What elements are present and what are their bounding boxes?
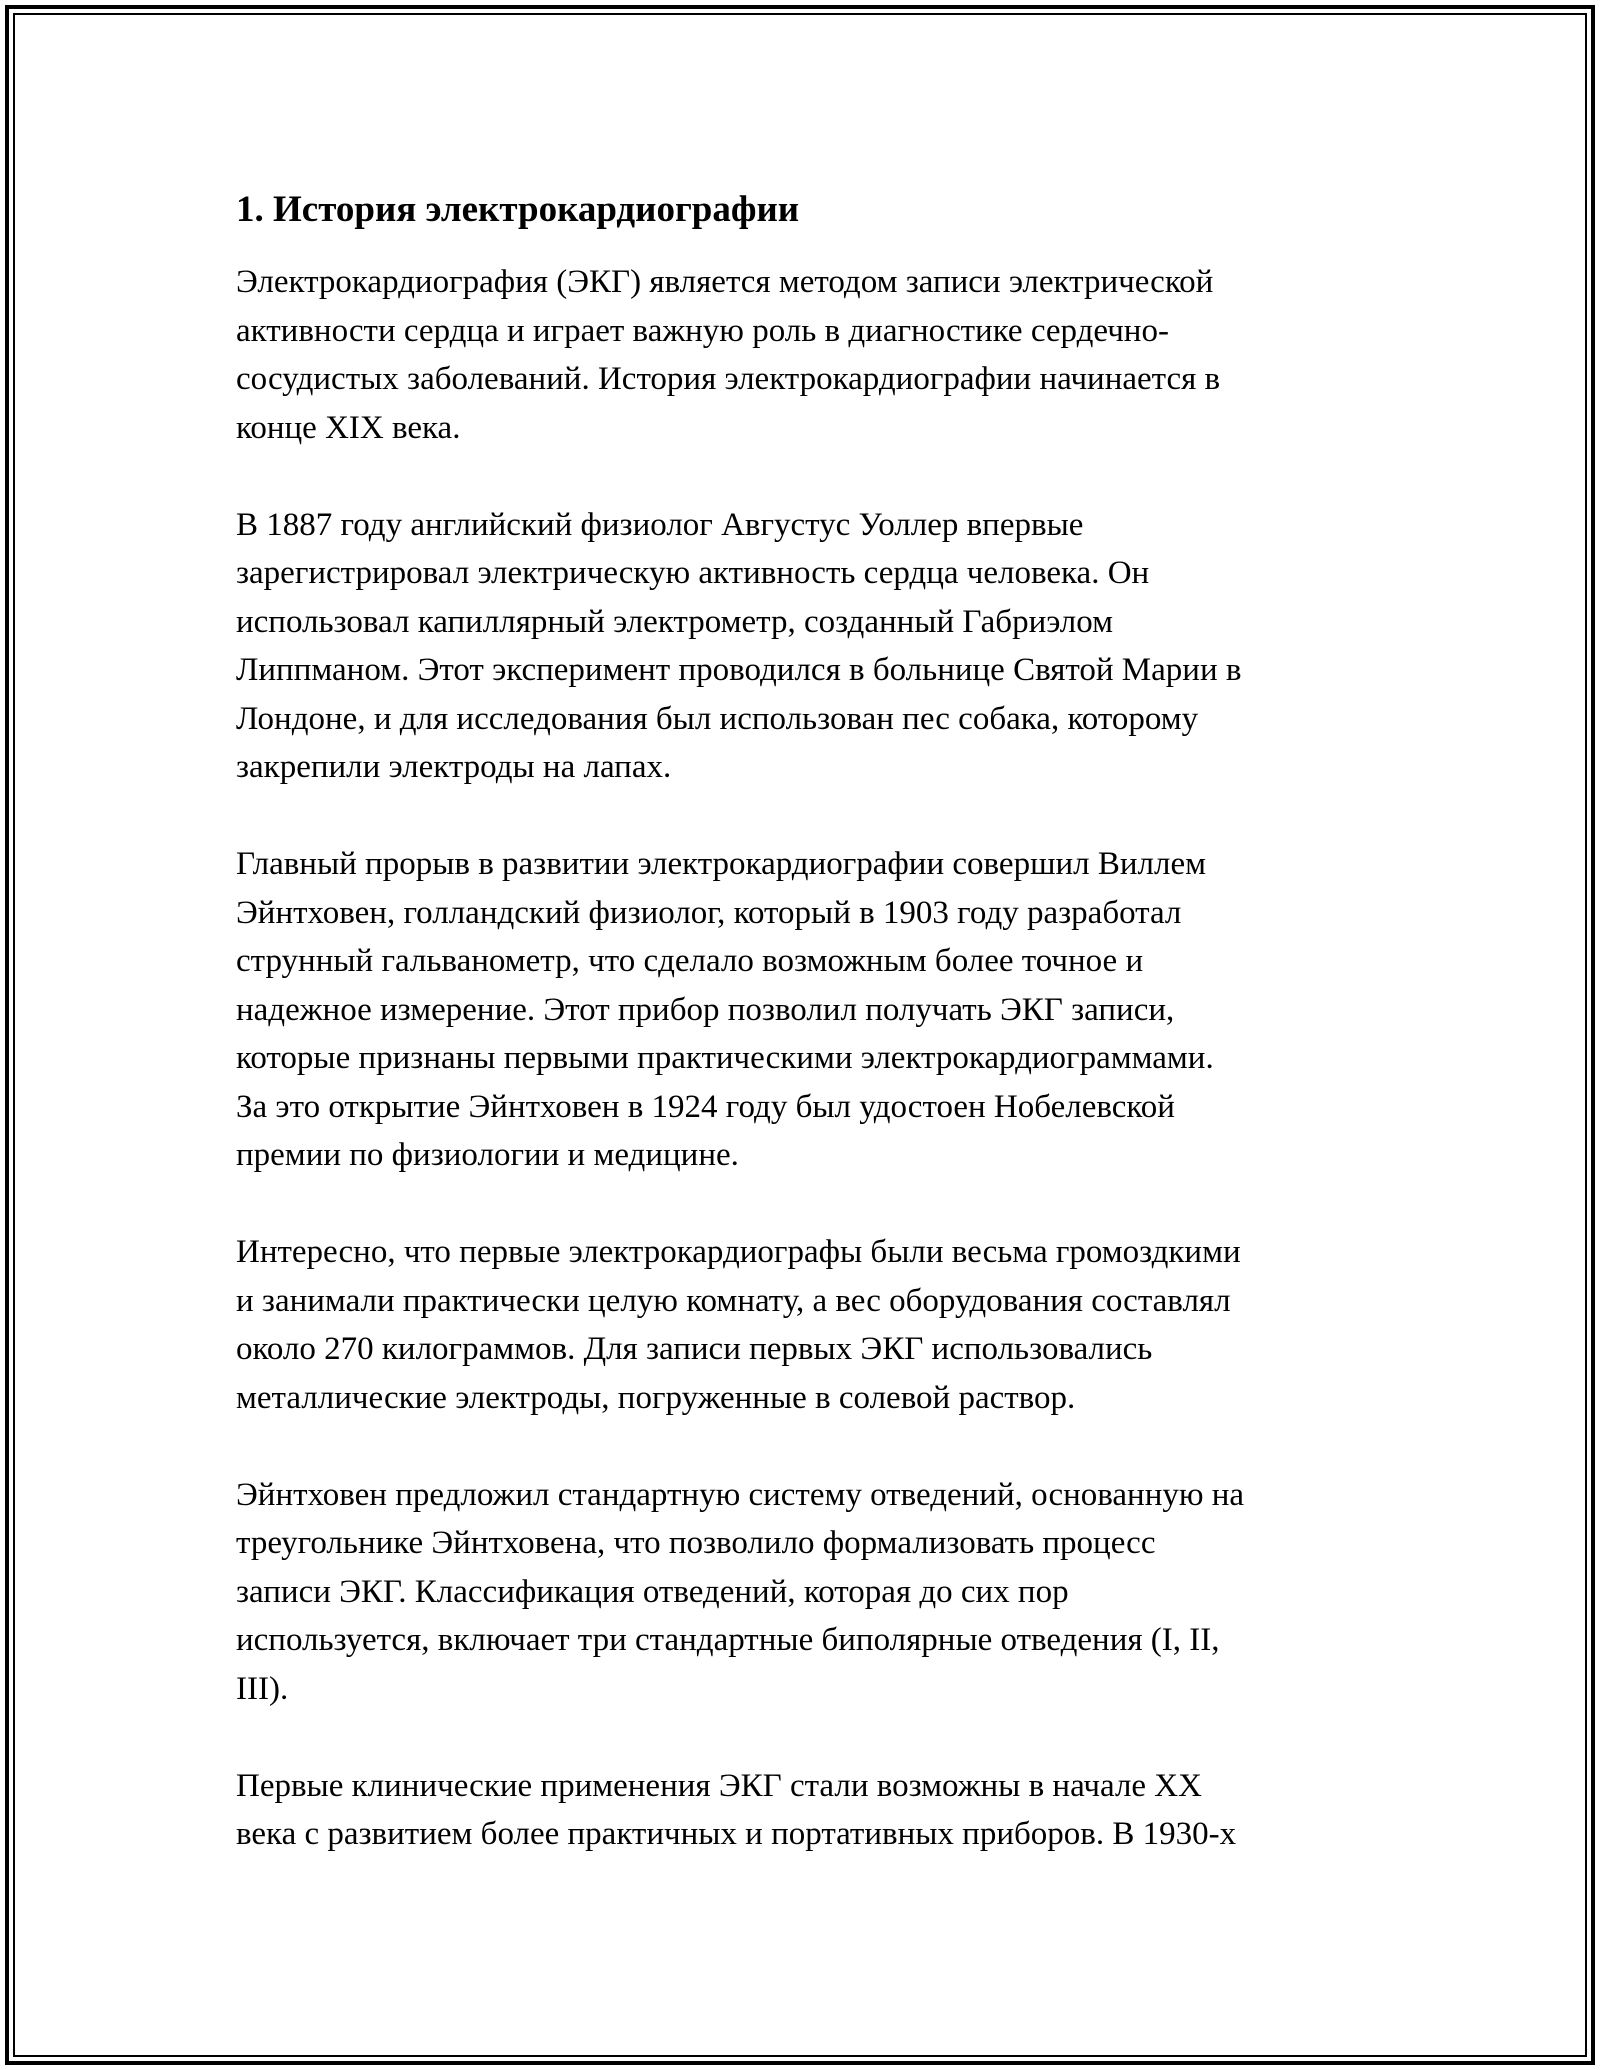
document-body (236, 186, 1368, 1907)
paragraph-intro: Электрокардиография (ЭКГ) является методом записи электрической активности сердца и играет важную роль в диагностике сердечно- сосудистых заболеваний. История электрокардиографии начинается в конце XIX века. (236, 264, 1221, 446)
paragraph-early-devices: Интересно, что первые электрокардиографы были весьма громоздкими и занимали практически целую комнату, а вес оборудования составлял около 270 килограммов. Для записи первых ЭКГ использовались металлические электроды, погруженные в солевой раствор. (236, 1234, 1241, 1416)
section-heading: 1. История электрокардиографии (236, 189, 800, 230)
paragraph-einthoven: Главный прорыв в развитии электрокардиографии совершил Виллем Эйнтховен, голландский физиолог, который в 1903 году разработал струнный гальванометр, что сделало возможным более точное и надежное измерение. Этот прибор позволил получать ЭКГ записи, которые признаны первыми практическими электрокардиограммами. За это открытие Эйнтховен в 1924 году был удостоен Нобелевской премии по физиологии и медицине. (236, 846, 1214, 1173)
paragraph-leads: Эйнтховен предложил стандартную систему отведений, основанную на треугольнике Эйнтховена, что позволило формализовать процесс записи ЭКГ. Классификация отведений, которая до сих пор используется, включает три стандартные биполярные отведения (I, II, III). (236, 1476, 1245, 1707)
paragraph-waller: В 1887 году английский физиолог Августус Уоллер впервые зарегистрировал электрическую активность сердца человека. Он использовал капиллярный электрометр, созданный Габриэлом Липпманом. Этот эксперимент проводился в больнице Святой Марии в Лондоне, и для исследования был использован пес собака, которому закрепили электроды на лапах. (236, 506, 1242, 785)
paragraph-clinical: Первые клинические применения ЭКГ стали возможны в начале XX века с развитием более практичных и портативных приборов. В 1930-х (236, 1767, 1237, 1852)
